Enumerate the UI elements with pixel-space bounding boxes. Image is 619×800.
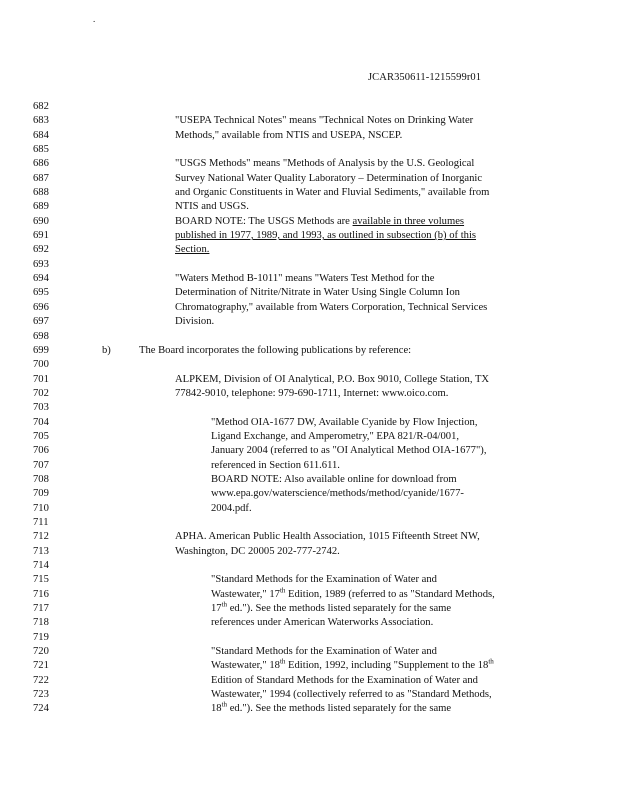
document-line — [0, 258, 619, 272]
line-number: 709 — [33, 488, 49, 500]
line-number: 707 — [33, 459, 49, 471]
line-number: 711 — [33, 516, 49, 528]
line-number: 685 — [33, 144, 49, 156]
line-text — [175, 301, 487, 315]
line-number: 722 — [33, 674, 49, 686]
document-line — [0, 530, 619, 544]
line-text — [102, 344, 111, 358]
document-id-header: JCAR350611-1215599r01 — [368, 72, 482, 83]
text-run: APHA. American Public Health Association, 1015 Fifteenth Street NW, — [175, 531, 480, 543]
document-line — [0, 659, 619, 673]
text-run: Edition of Standard Methods for the Examination of Water and — [211, 674, 478, 686]
text-run: b) — [102, 344, 111, 356]
line-number: 688 — [33, 187, 49, 199]
document-line — [0, 229, 619, 243]
line-number: 699 — [33, 344, 49, 356]
text-run: January 2004 (referred to as "OI Analytical Method OIA-1677"), — [211, 445, 487, 457]
line-number: 700 — [33, 359, 49, 371]
line-number: 694 — [33, 273, 49, 285]
line-text — [211, 702, 451, 716]
document-line — [0, 344, 619, 358]
text-run: 18 — [211, 703, 222, 715]
document-line — [0, 545, 619, 559]
document-line — [0, 373, 619, 387]
line-number: 692 — [33, 244, 49, 256]
text-run: "Standard Methods for the Examination of Water and — [211, 574, 437, 586]
text-run: Wastewater," 1994 (collectively referred to as "Standard Methods, — [211, 689, 492, 701]
line-text — [175, 530, 480, 544]
line-text — [175, 545, 340, 559]
line-number: 695 — [33, 287, 49, 299]
line-text — [211, 602, 451, 616]
text-run: The Board incorporates the following publications by reference: — [139, 344, 412, 356]
text-run: Washington, DC 20005 202-777-2742. — [175, 545, 340, 557]
line-text — [211, 487, 464, 501]
line-number: 718 — [33, 617, 49, 629]
superscript: th — [279, 657, 286, 666]
text-run: ed."). See the methods listed separately for the same — [227, 603, 452, 615]
line-number: 724 — [33, 703, 49, 715]
document-line — [0, 186, 619, 200]
line-text — [211, 473, 457, 487]
document-line — [0, 401, 619, 415]
text-run: Wastewater," 17 — [211, 588, 280, 600]
line-number: 723 — [33, 689, 49, 701]
text-run: Determination of Nitrite/Nitrate in Water Using Single Column Ion — [175, 287, 460, 299]
line-number: 706 — [33, 445, 49, 457]
text-run: Division. — [175, 316, 215, 328]
line-text — [211, 573, 437, 587]
document-line — [0, 631, 619, 645]
line-text — [211, 444, 486, 458]
line-number: 686 — [33, 158, 49, 170]
superscript: th — [488, 657, 494, 666]
line-number: 696 — [33, 301, 49, 313]
line-text — [175, 286, 460, 300]
document-line — [0, 430, 619, 444]
text-run: NTIS and USGS. — [175, 201, 249, 213]
line-text — [211, 459, 340, 473]
line-number: 713 — [33, 545, 49, 557]
line-text — [175, 186, 489, 200]
text-run: "Waters Method B-1011" means "Waters Test Method for the — [175, 273, 435, 285]
text-run: Edition, 1989 (referred to as "Standard Methods, — [285, 588, 495, 600]
document-line — [0, 416, 619, 430]
superscript: th — [279, 586, 286, 595]
line-number: 714 — [33, 560, 49, 571]
line-number: 705 — [33, 430, 49, 442]
document-line — [0, 172, 619, 186]
superscript: th — [221, 600, 228, 609]
document-line — [0, 272, 619, 286]
text-run: "Standard Methods for the Examination of Water and — [211, 646, 437, 658]
document-line — [0, 559, 619, 573]
text-run: 2004.pdf. — [211, 502, 252, 514]
document-body — [0, 100, 619, 717]
text-run: ed."). See the methods listed separately for the same — [227, 703, 452, 715]
line-text — [211, 688, 492, 702]
line-text — [211, 674, 478, 688]
text-run: www.epa.gov/waterscience/methods/method/cyanide/1677- — [211, 488, 464, 500]
document-line — [0, 473, 619, 487]
line-text — [175, 172, 482, 186]
document-line — [0, 459, 619, 473]
text-run: "Method OIA-1677 DW, Available Cyanide by Flow Injection, — [211, 416, 478, 428]
document-line — [0, 358, 619, 372]
line-text — [211, 645, 437, 659]
document-line — [0, 487, 619, 501]
text-run: 77842-9010, telephone: 979-690-1711, Internet: www.oico.com. — [175, 387, 449, 399]
text-run: Wastewater," 18 — [211, 660, 280, 672]
document-line — [0, 444, 619, 458]
text-run: available in three volumes — [352, 215, 465, 227]
document-line — [0, 100, 619, 114]
document-line — [0, 330, 619, 344]
document-line — [0, 602, 619, 616]
text-run: Edition, 1992, including "Supplement to the 18 — [285, 660, 489, 672]
line-text — [175, 114, 473, 128]
document-line — [0, 688, 619, 702]
superscript: th — [221, 700, 228, 709]
line-number: 703 — [33, 402, 49, 414]
line-number: 719 — [33, 631, 49, 643]
line-text — [175, 215, 464, 229]
document-line — [0, 674, 619, 688]
text-run: referenced in Section 611.611. — [211, 459, 340, 471]
line-number: 702 — [33, 387, 49, 399]
document-line — [0, 143, 619, 157]
line-number: 721 — [33, 660, 49, 672]
line-number: 720 — [33, 646, 49, 658]
text-run: "USGS Methods" means "Methods of Analysis by the U.S. Geological — [175, 158, 475, 170]
line-number: 689 — [33, 201, 49, 213]
document-line — [0, 301, 619, 315]
line-text — [175, 129, 402, 143]
document-line — [0, 387, 619, 401]
line-text — [175, 157, 474, 171]
line-number: 698 — [33, 330, 49, 342]
document-line — [0, 616, 619, 630]
document-line — [0, 588, 619, 602]
document-line — [0, 573, 619, 587]
document-line — [0, 645, 619, 659]
text-run: BOARD NOTE: Also available online for download from — [211, 473, 457, 485]
document-line — [0, 286, 619, 300]
document-line — [0, 157, 619, 171]
document-line — [0, 502, 619, 516]
line-text — [211, 416, 477, 430]
text-run: Ligand Exchange, and Amperometry," EPA 821/R-04/001, — [211, 430, 460, 442]
document-line — [0, 200, 619, 214]
text-run: "USEPA Technical Notes" means "Technical Notes on Drinking Water — [175, 115, 474, 127]
document-line — [0, 702, 619, 716]
line-number: 701 — [33, 373, 49, 385]
line-number: 697 — [33, 316, 49, 328]
line-number: 712 — [33, 531, 49, 543]
text-run: Section. — [175, 244, 210, 256]
document-line — [0, 129, 619, 143]
line-text — [175, 315, 214, 329]
text-run: and Organic Constituents in Water and Fluvial Sediments," available from — [175, 187, 490, 199]
text-run: Survey National Water Quality Laboratory – Determination of Inorganic — [175, 172, 483, 184]
line-number: 691 — [33, 230, 49, 242]
line-text — [211, 588, 495, 602]
document-line — [0, 243, 619, 257]
text-run: published in 1977, 1989, and 1993, as outlined in subsection (b) of this — [175, 230, 477, 242]
line-number: 708 — [33, 473, 49, 485]
line-text — [175, 272, 434, 286]
text-run: Methods," available from NTIS and USEPA, NSCEP. — [175, 129, 403, 141]
line-number: 683 — [33, 115, 49, 127]
line-text — [139, 344, 411, 358]
document-line — [0, 516, 619, 530]
line-number: 717 — [33, 603, 49, 615]
line-text — [175, 229, 476, 243]
text-run: references under American Waterworks Association. — [211, 617, 434, 629]
line-text — [175, 387, 448, 401]
line-number: 690 — [33, 215, 49, 227]
line-number: 716 — [33, 588, 49, 600]
line-text — [175, 373, 489, 387]
line-text — [175, 200, 249, 214]
text-run: 17 — [211, 603, 222, 615]
line-text — [211, 616, 433, 630]
line-text — [211, 430, 459, 444]
text-run: BOARD NOTE: The USGS Methods are — [175, 215, 353, 227]
line-number: 684 — [33, 129, 49, 141]
line-number: 715 — [33, 574, 49, 586]
document-line — [0, 215, 619, 229]
line-number: 682 — [33, 101, 49, 112]
line-text — [175, 243, 209, 257]
line-number: 693 — [33, 258, 49, 270]
line-number: 687 — [33, 172, 49, 184]
line-number: 710 — [33, 502, 49, 514]
document-line — [0, 315, 619, 329]
margin-mark: . — [93, 14, 96, 24]
line-text — [211, 502, 252, 516]
line-text — [211, 659, 494, 673]
text-run: ALPKEM, Division of OI Analytical, P.O. Box 9010, College Station, TX — [175, 373, 490, 385]
text-run: Chromatography," available from Waters Corporation, Technical Services — [175, 301, 488, 313]
line-number: 704 — [33, 416, 49, 428]
document-line — [0, 114, 619, 128]
